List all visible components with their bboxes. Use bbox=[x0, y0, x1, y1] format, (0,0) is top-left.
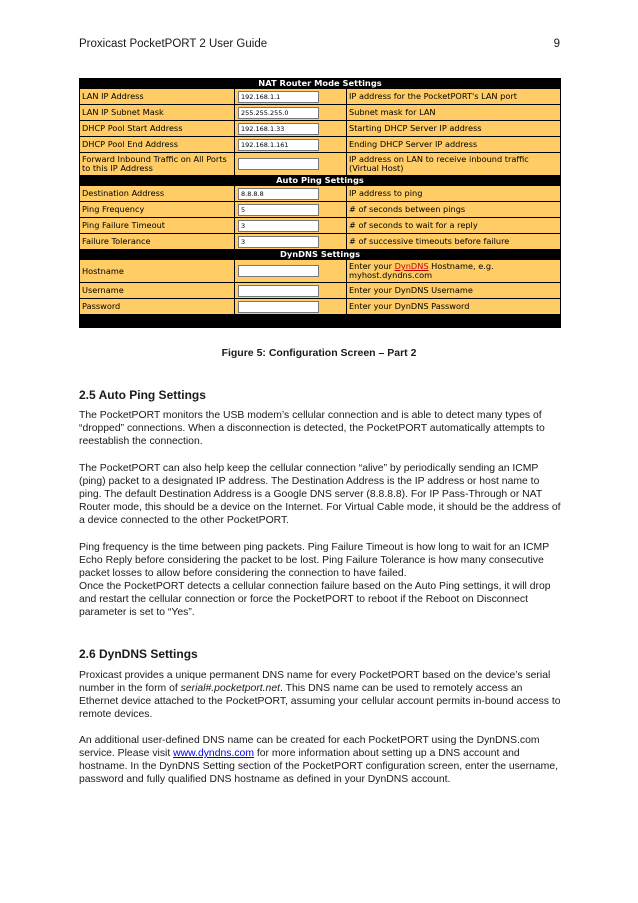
table-row bbox=[80, 283, 560, 298]
table-row bbox=[80, 153, 560, 175]
setting-label: DHCP Pool End Address bbox=[80, 137, 234, 152]
setting-description: # of seconds to wait for a reply bbox=[347, 218, 560, 233]
dhcp-end-input[interactable]: 192.168.1.161 bbox=[238, 139, 319, 151]
table-row bbox=[80, 234, 560, 249]
hostname-input[interactable] bbox=[238, 265, 319, 277]
setting-label: Failure Tolerance bbox=[80, 234, 234, 249]
page-header bbox=[79, 38, 560, 50]
setting-label: Password bbox=[80, 299, 234, 314]
figure-caption: Figure 5: Configuration Screen – Part 2 bbox=[221, 347, 417, 359]
setting-description: # of seconds between pings bbox=[347, 202, 560, 217]
table-row bbox=[80, 121, 560, 136]
setting-description: Subnet mask for LAN bbox=[347, 105, 560, 120]
setting-label: Ping Frequency bbox=[80, 202, 234, 217]
paragraph: Once the PocketPORT detects a cellular connection failure based on the Auto Ping settings, it will drop and restart the cellular connection or force the PocketPORT to reboot if the Reboot on Disconnect parameter is set to “Yes”. bbox=[79, 581, 551, 619]
serial-dns-name: serial#.pocketport.net bbox=[180, 683, 281, 695]
setting-label: DHCP Pool Start Address bbox=[80, 121, 234, 136]
section-heading-auto-ping: 2.5 Auto Ping Settings bbox=[79, 388, 206, 402]
setting-label: LAN IP Subnet Mask bbox=[80, 105, 234, 120]
table-row bbox=[80, 89, 560, 104]
configuration-screen-figure bbox=[79, 78, 561, 328]
table-row bbox=[80, 137, 560, 152]
section-header-nat: NAT Router Mode Settings bbox=[80, 79, 560, 88]
lan-ip-input[interactable]: 192.168.1.1 bbox=[238, 91, 319, 103]
destination-address-input[interactable]: 8.8.8.8 bbox=[238, 188, 319, 200]
setting-description: Enter your DynDNS Username bbox=[347, 283, 560, 298]
setting-description: Enter your DynDNS Hostname, e.g. myhost.dyndns.com bbox=[347, 260, 560, 282]
setting-label: Username bbox=[80, 283, 234, 298]
setting-label: Hostname bbox=[80, 260, 234, 282]
password-input[interactable] bbox=[238, 301, 319, 313]
failure-tolerance-input[interactable]: 3 bbox=[238, 236, 319, 248]
ping-timeout-input[interactable]: 3 bbox=[238, 220, 319, 232]
table-row bbox=[80, 202, 560, 217]
setting-description: IP address to ping bbox=[347, 186, 560, 201]
virtual-host-input[interactable] bbox=[238, 158, 319, 170]
page-number: 9 bbox=[553, 38, 560, 50]
section-header-auto-ping: Auto Ping Settings bbox=[80, 176, 560, 185]
subnet-mask-input[interactable]: 255.255.255.0 bbox=[238, 107, 319, 119]
table-row bbox=[80, 299, 560, 314]
paragraph: The PocketPORT can also help keep the cellular connection “alive” by periodically sending an ICMP (ping) packet to a designated IP address. The Destination Address is the IP address or host name to ping. The default Destination Address is a Google DNS server (8.8.8.8). For IP Pass-Through or NAT Router mode, this should be a device on the Internet. For Virtual Cable mode, it should be the address of a device connected to the other PocketPORT. bbox=[79, 463, 561, 527]
ping-frequency-input[interactable]: 5 bbox=[238, 204, 319, 216]
setting-description: IP address on LAN to receive inbound traffic (Virtual Host) bbox=[347, 153, 560, 175]
setting-label: Forward Inbound Traffic on All Ports to this IP Address bbox=[80, 153, 234, 175]
setting-label: Ping Failure Timeout bbox=[80, 218, 234, 233]
paragraph: Ping frequency is the time between ping packets. Ping Failure Timeout is how long to wait for an ICMP Echo Reply before considering the packet to be lost. Ping Failure Tolerance is how many consecutive packet losses to allow before considering the connection to have failed. bbox=[79, 542, 549, 580]
table-row bbox=[80, 105, 560, 120]
setting-description: IP address for the PocketPORT's LAN port bbox=[347, 89, 560, 104]
paragraph: An additional user-defined DNS name can be created for each PocketPORT using the DynDNS.com service. Please visit www.dyndns.com for more information about setting up a DNS account and hostname. In the DynDNS Setting section of the PocketPORT configuration screen, enter the username, password and fully qualified DNS hostname as defined in your DynDNS account. bbox=[79, 735, 558, 786]
document-title: Proxicast PocketPORT 2 User Guide bbox=[79, 38, 268, 50]
username-input[interactable] bbox=[238, 285, 319, 297]
setting-label: LAN IP Address bbox=[80, 89, 234, 104]
settings-table bbox=[79, 78, 561, 315]
dyndns-link[interactable]: DynDNS bbox=[394, 261, 429, 271]
section-heading-dyndns: 2.6 DynDNS Settings bbox=[79, 647, 198, 661]
paragraph: Proxicast provides a unique permanent DNS name for every PocketPORT based on the device’s serial number in the form of serial#.pocketport.net. This DNS name can be used to remotely access an Ethernet device attached to the PocketPORT, assuming your cellular account permits in-bound access to remote devices. bbox=[79, 670, 561, 721]
setting-description: # of successive timeouts before failure bbox=[347, 234, 560, 249]
setting-description: Ending DHCP Server IP address bbox=[347, 137, 560, 152]
table-row bbox=[80, 260, 560, 282]
dhcp-start-input[interactable]: 192.168.1.33 bbox=[238, 123, 319, 135]
setting-description: Enter your DynDNS Password bbox=[347, 299, 560, 314]
table-row bbox=[80, 186, 560, 201]
setting-label: Destination Address bbox=[80, 186, 234, 201]
table-row bbox=[80, 218, 560, 233]
section-header-dyndns: DynDNS Settings bbox=[80, 250, 560, 259]
dyndns-website-link[interactable]: www.dyndns.com bbox=[173, 748, 254, 760]
setting-description: Starting DHCP Server IP address bbox=[347, 121, 560, 136]
paragraph: The PocketPORT monitors the USB modem’s cellular connection and is able to detect many types of “dropped” connections. When a disconnection is detected, the PocketPORT automatically attempts to reestablish the connection. bbox=[79, 410, 545, 448]
